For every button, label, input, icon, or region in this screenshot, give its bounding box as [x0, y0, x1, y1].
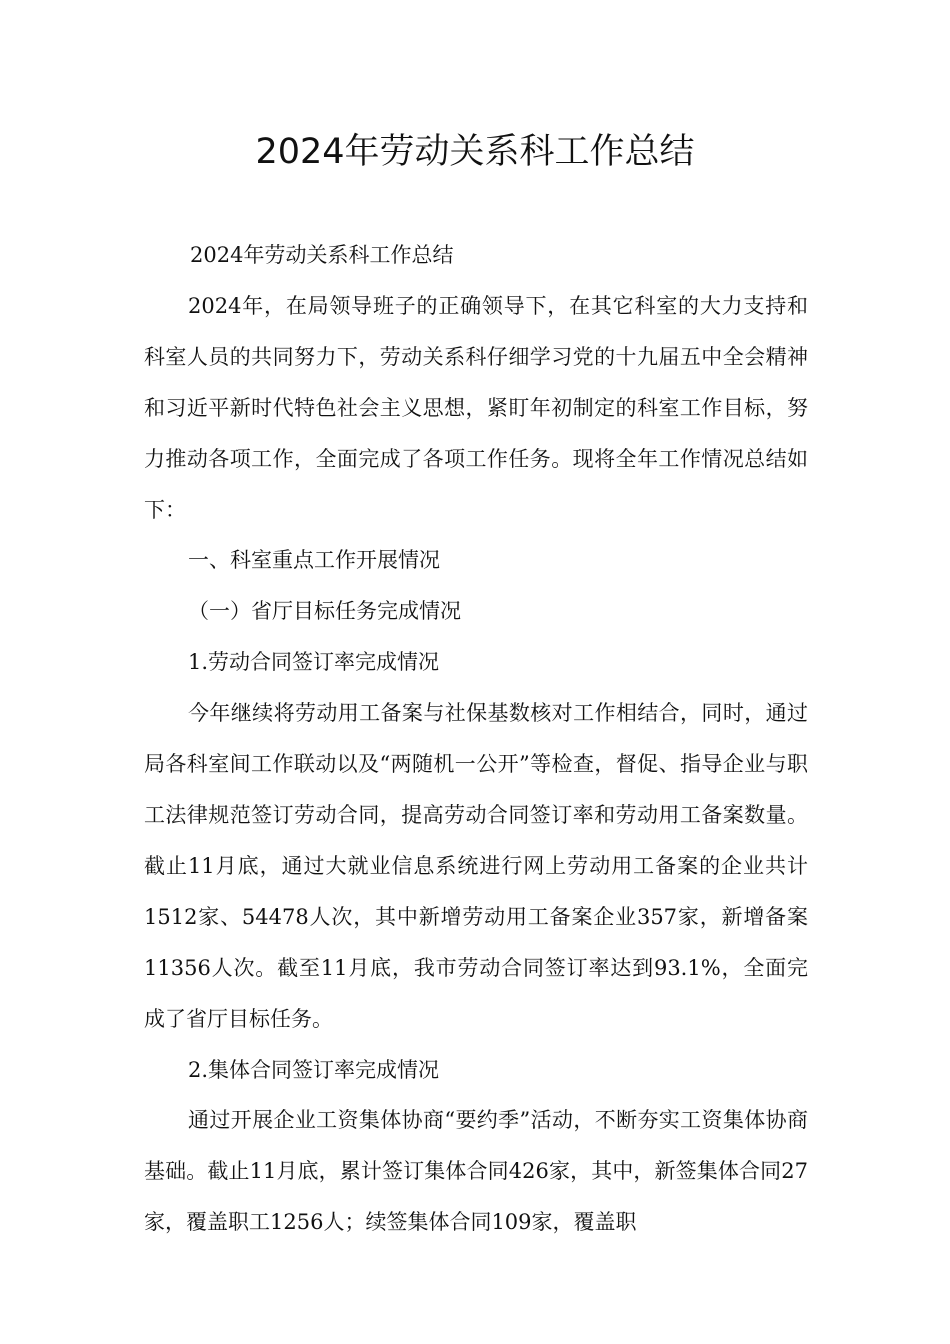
collective-contract-paragraph: 通过开展企业工资集体协商“要约季”活动，不断夯实工资集体协商基础。截止11月底，累计签订集体合同426家，其中，新签集体合同27家，覆盖职工1256人；续签集体合同109家，覆盖职 — [144, 1108, 808, 1235]
document-title: 2024年劳动关系科工作总结 — [255, 132, 695, 172]
document-body — [144, 230, 808, 1248]
labor-contract-paragraph: 今年继续将劳动用工备案与社保基数核对工作相结合，同时，通过局各科室间工作联动以及“两随机一公开”等检查，督促、指导企业与职工法律规范签订劳动合同，提高劳动合同签订率和劳动用工备案数量。截止11月底，通过大就业信息系统进行网上劳动用工备案的企业共计1512家、54478人次，其中新增劳动用工备案企业357家，新增备案11356人次。截至11月底，我市劳动合同签订率达到93.1%，全面完成了省厅目标任务。 — [144, 701, 808, 1031]
subsection-heading-1: （一）省厅目标任务完成情况 — [188, 599, 461, 624]
intro-paragraph: 2024年，在局领导班子的正确领导下，在其它科室的大力支持和科室人员的共同努力下，劳动关系科仔细学习党的十九届五中全会精神和习近平新时代特色社会主义思想，紧盯年初制定的科室工作目标，努力推动各项工作，全面完成了各项工作任务。现将全年工作情况总结如下： — [144, 293, 808, 522]
item-heading-1: 1.劳动合同签订率完成情况 — [188, 650, 440, 675]
section-heading-1: 一、科室重点工作开展情况 — [188, 548, 440, 573]
body-heading-repeat: 2024年劳动关系科工作总结 — [190, 243, 454, 267]
item-heading-2: 2.集体合同签订率完成情况 — [188, 1057, 440, 1082]
